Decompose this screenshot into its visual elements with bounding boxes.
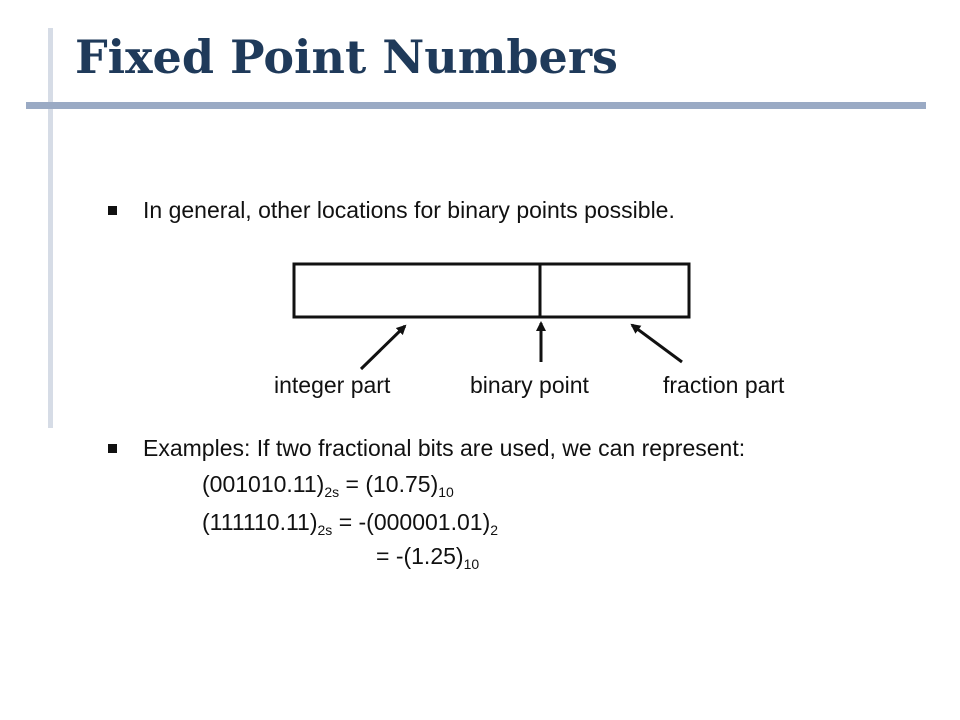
square-bullet-icon <box>108 444 117 453</box>
equation-rhs-subscript: 10 <box>438 484 454 500</box>
binary-point-label: binary point <box>470 372 589 398</box>
equation-rhs: = -(000001.01) <box>332 509 491 535</box>
fraction-part-label: fraction part <box>663 372 785 398</box>
equation-lhs: (111110.11) <box>202 509 318 535</box>
bullet-text: In general, other locations for binary points possible. <box>143 197 675 223</box>
bullet-text: Examples: If two fractional bits are used, we can represent: <box>143 435 746 461</box>
fraction-part-arrow <box>632 325 682 362</box>
integer-part-arrow <box>361 326 405 369</box>
equation-lhs-subscript: 2s <box>324 484 340 500</box>
example-equation-1 <box>202 470 454 498</box>
register-box <box>294 264 689 317</box>
example-equation-2 <box>202 508 498 536</box>
equation-rhs-subscript: 2 <box>490 522 499 538</box>
example-equation-3 <box>376 542 479 570</box>
equation-lhs: (001010.11) <box>202 471 325 497</box>
equation-rhs: = (10.75) <box>339 471 439 497</box>
integer-part-label: integer part <box>274 372 391 398</box>
equation-rhs: = -(1.25) <box>376 543 464 569</box>
slide-title: Fixed Point Numbers <box>75 30 618 84</box>
equation-lhs-subscript: 2s <box>317 522 333 538</box>
equation-rhs-subscript: 10 <box>463 556 480 572</box>
